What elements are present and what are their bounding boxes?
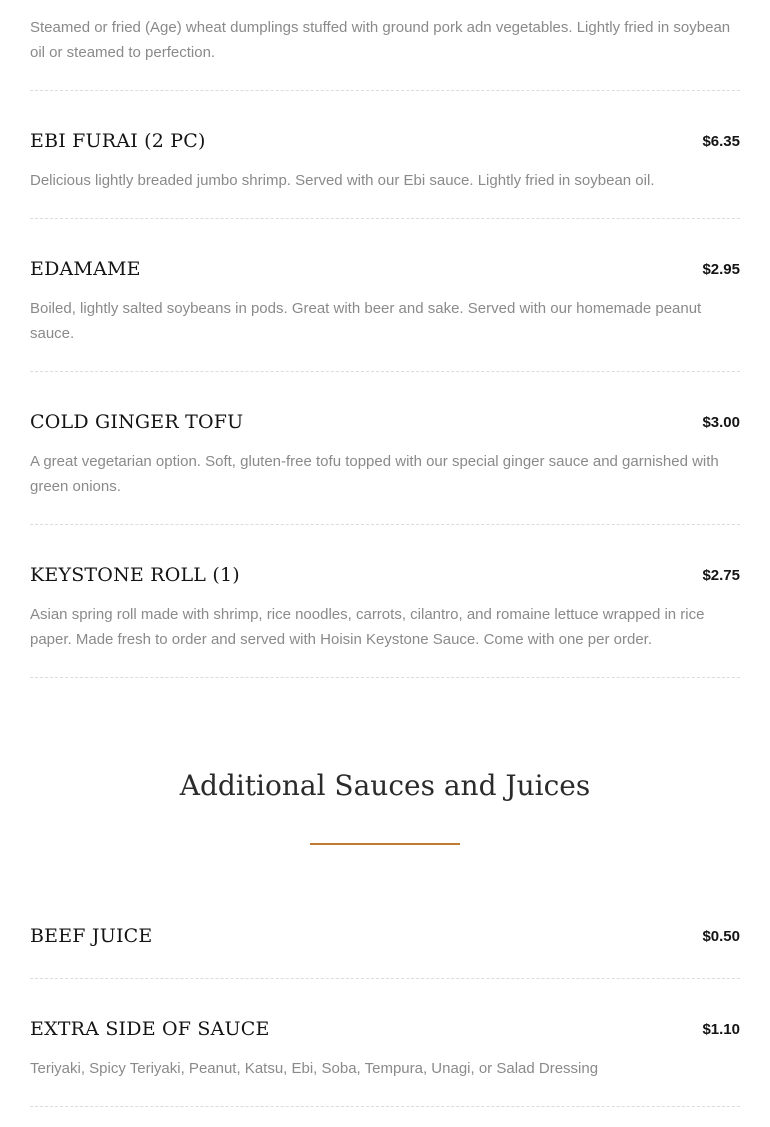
heading-underline: [310, 843, 460, 845]
item-divider: [30, 90, 740, 91]
item-divider: [30, 978, 740, 979]
menu-item-description: Delicious lightly breaded jumbo shrimp. Served with our Ebi sauce. Lightly fried in soybean oil.: [30, 172, 655, 189]
menu-item-title: KEYSTONE ROLL (1): [30, 564, 240, 586]
menu-item-price: $1.10: [702, 1021, 740, 1038]
menu-item-description: Asian spring roll made with shrimp, rice noodles, carrots, cilantro, and romaine lettuce wrapped in rice paper. Made fresh to order and served with Hoisin Keystone Sauce. Come with one per order.: [30, 606, 705, 648]
menu-item-price: $6.35: [702, 133, 740, 150]
menu-item-price: $0.50: [702, 928, 740, 945]
menu-item-price: $3.00: [702, 414, 740, 431]
menu-item-description: Steamed or fried (Age) wheat dumplings stuffed with ground pork adn vegetables. Lightly fried in soybean oil or steamed to perfection.: [30, 19, 731, 61]
item-divider: [30, 1106, 740, 1107]
menu-item-description: Boiled, lightly salted soybeans in pods. Great with beer and sake. Served with our homemade peanut sauce.: [30, 300, 702, 342]
menu-item-title: EXTRA SIDE OF SAUCE: [30, 1018, 270, 1040]
menu-item-description: A great vegetarian option. Soft, gluten-free tofu topped with our special ginger sauce and garnished with green onions.: [30, 453, 719, 495]
menu-item-title: EBI FURAI (2 PC): [30, 130, 206, 152]
menu-item-title: EDAMAME: [30, 258, 141, 280]
item-divider: [30, 371, 740, 372]
item-divider: [30, 218, 740, 219]
menu-item-title: BEEF JUICE: [30, 925, 153, 947]
section-heading: Additional Sauces and Juices: [179, 769, 591, 802]
menu-item-title: COLD GINGER TOFU: [30, 411, 244, 433]
menu-item-price: $2.95: [702, 261, 740, 278]
item-divider: [30, 677, 740, 678]
menu-item-description: Teriyaki, Spicy Teriyaki, Peanut, Katsu, Ebi, Soba, Tempura, Unagi, or Salad Dressing: [30, 1060, 599, 1077]
menu-item-price: $2.75: [702, 567, 740, 584]
item-divider: [30, 524, 740, 525]
